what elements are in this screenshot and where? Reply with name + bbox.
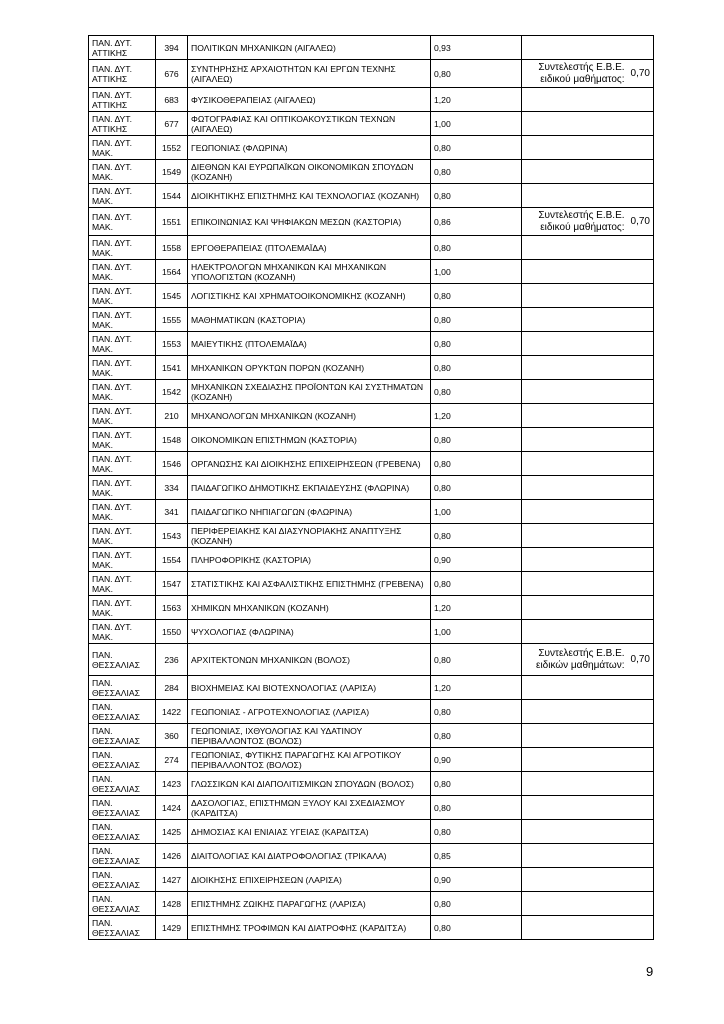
department-code-cell: 1542 [156, 380, 188, 404]
department-name-cell: ΛΟΓΙΣΤΙΚΗΣ ΚΑΙ ΧΡΗΜΑΤΟΟΙΚΟΝΟΜΙΚΗΣ (ΚΟΖΑΝΗ) [188, 284, 431, 308]
note-cell [522, 404, 654, 428]
department-name-cell: ΑΡΧΙΤΕΚΤΟΝΩΝ ΜΗΧΑΝΙΚΩΝ (ΒΟΛΟΣ) [188, 644, 431, 676]
department-code-cell: 1427 [156, 868, 188, 892]
university-cell: ΠΑΝ. ΘΕΣΣΑΛΙΑΣ [89, 772, 156, 796]
department-name-cell: ΜΗΧΑΝΙΚΩΝ ΣΧΕΔΙΑΣΗΣ ΠΡΟΪΟΝΤΩΝ ΚΑΙ ΣΥΣΤΗΜΑΤΩΝ (ΚΟΖΑΝΗ) [188, 380, 431, 404]
department-name-cell: ΣΥΝΤΗΡΗΣΗΣ ΑΡΧΑΙΟΤΗΤΩΝ ΚΑΙ ΕΡΓΩΝ ΤΕΧΝΗΣ (ΑΙΓΑΛΕΩ) [188, 60, 431, 88]
department-name-cell: ΔΗΜΟΣΙΑΣ ΚΑΙ ΕΝΙΑΙΑΣ ΥΓΕΙΑΣ (ΚΑΡΔΙΤΣΑ) [188, 820, 431, 844]
department-code-cell: 683 [156, 88, 188, 112]
coefficient-cell: 0,80 [431, 236, 522, 260]
department-name-cell: ΟΙΚΟΝΟΜΙΚΩΝ ΕΠΙΣΤΗΜΩΝ (ΚΑΣΤΟΡΙΑ) [188, 428, 431, 452]
note-cell [522, 676, 654, 700]
university-cell: ΠΑΝ. ΘΕΣΣΑΛΙΑΣ [89, 676, 156, 700]
coefficient-cell: 0,80 [431, 380, 522, 404]
table-row [89, 60, 654, 88]
table-row [89, 572, 654, 596]
university-cell: ΠΑΝ. ΔΥΤ. ΜΑΚ. [89, 404, 156, 428]
note-cell [522, 524, 654, 548]
table-row [89, 36, 654, 60]
university-cell: ΠΑΝ. ΔΥΤ. ΜΑΚ. [89, 136, 156, 160]
table-row [89, 428, 654, 452]
university-cell: ΠΑΝ. ΔΥΤ. ΜΑΚ. [89, 620, 156, 644]
department-code-cell: 341 [156, 500, 188, 524]
university-cell: ΠΑΝ. ΘΕΣΣΑΛΙΑΣ [89, 748, 156, 772]
note-cell [522, 820, 654, 844]
university-cell: ΠΑΝ. ΔΥΤ. ΜΑΚ. [89, 428, 156, 452]
table-row [89, 380, 654, 404]
note-cell [522, 476, 654, 500]
coefficient-cell: 0,85 [431, 844, 522, 868]
table-row [89, 308, 654, 332]
department-code-cell: 1563 [156, 596, 188, 620]
department-code-cell: 394 [156, 36, 188, 60]
coefficient-cell: 0,80 [431, 524, 522, 548]
table-row [89, 112, 654, 136]
university-cell: ΠΑΝ. ΔΥΤ. ΜΑΚ. [89, 572, 156, 596]
coefficient-cell: 0,80 [431, 332, 522, 356]
coefficient-cell: 0,80 [431, 572, 522, 596]
note-cell [522, 748, 654, 772]
department-code-cell: 677 [156, 112, 188, 136]
table-row [89, 88, 654, 112]
department-code-cell: 334 [156, 476, 188, 500]
coefficient-cell: 0,80 [431, 796, 522, 820]
coefficient-cell: 0,80 [431, 184, 522, 208]
coefficient-cell: 0,93 [431, 36, 522, 60]
table-row [89, 500, 654, 524]
department-name-cell: ΧΗΜΙΚΩΝ ΜΗΧΑΝΙΚΩΝ (ΚΟΖΑΝΗ) [188, 596, 431, 620]
note-cell [522, 724, 654, 748]
table-row [89, 892, 654, 916]
department-code-cell: 1555 [156, 308, 188, 332]
note-cell [522, 112, 654, 136]
department-name-cell: ΦΥΣΙΚΟΘΕΡΑΠΕΙΑΣ (ΑΙΓΑΛΕΩ) [188, 88, 431, 112]
coefficient-cell: 0,80 [431, 476, 522, 500]
coefficient-cell: 0,80 [431, 284, 522, 308]
coefficient-cell: 1,20 [431, 596, 522, 620]
department-name-cell: ΓΕΩΠΟΝΙΑΣ - ΑΓΡΟΤΕΧΝΟΛΟΓΙΑΣ (ΛΑΡΙΣΑ) [188, 700, 431, 724]
coefficient-cell: 1,00 [431, 112, 522, 136]
coefficient-cell: 0,80 [431, 452, 522, 476]
coefficient-cell: 0,90 [431, 868, 522, 892]
department-name-cell: ΟΡΓΑΝΩΣΗΣ ΚΑΙ ΔΙΟΙΚΗΣΗΣ ΕΠΙΧΕΙΡΗΣΕΩΝ (ΓΡΕΒΕΝΑ) [188, 452, 431, 476]
special-subject-coefficient-label: Συντελεστής Ε.Β.Ε. ειδικού μαθήματος: [538, 209, 625, 233]
coefficient-cell: 0,80 [431, 60, 522, 88]
coefficient-cell: 0,80 [431, 308, 522, 332]
department-name-cell: ΜΑΙΕΥΤΙΚΗΣ (ΠΤΟΛΕΜΑΪΔΑ) [188, 332, 431, 356]
note-cell [522, 844, 654, 868]
note-cell [522, 208, 654, 236]
department-name-cell: ΜΗΧΑΝΙΚΩΝ ΟΡΥΚΤΩΝ ΠΟΡΩΝ (ΚΟΖΑΝΗ) [188, 356, 431, 380]
department-name-cell: ΔΙΟΙΚΗΣΗΣ ΕΠΙΧΕΙΡΗΣΕΩΝ (ΛΑΡΙΣΑ) [188, 868, 431, 892]
note-cell [522, 596, 654, 620]
department-name-cell: ΔΙΟΙΚΗΤΙΚΗΣ ΕΠΙΣΤΗΜΗΣ ΚΑΙ ΤΕΧΝΟΛΟΓΙΑΣ (ΚΟΖΑΝΗ) [188, 184, 431, 208]
department-name-cell: ΠΟΛΙΤΙΚΩΝ ΜΗΧΑΝΙΚΩΝ (ΑΙΓΑΛΕΩ) [188, 36, 431, 60]
table-row [89, 620, 654, 644]
department-code-cell: 1564 [156, 260, 188, 284]
table-row [89, 136, 654, 160]
department-name-cell: ΓΕΩΠΟΝΙΑΣ, ΦΥΤΙΚΗΣ ΠΑΡΑΓΩΓΗΣ ΚΑΙ ΑΓΡΟΤΙΚΟΥ ΠΕΡΙΒΑΛΛΟΝΤΟΣ (ΒΟΛΟΣ) [188, 748, 431, 772]
department-name-cell: ΔΙΑΙΤΟΛΟΓΙΑΣ ΚΑΙ ΔΙΑΤΡΟΦΟΛΟΓΙΑΣ (ΤΡΙΚΑΛΑ) [188, 844, 431, 868]
coefficient-cell: 0,80 [431, 428, 522, 452]
note-cell [522, 332, 654, 356]
table-row [89, 868, 654, 892]
note-cell [522, 428, 654, 452]
department-name-cell: ΕΡΓΟΘΕΡΑΠΕΙΑΣ (ΠΤΟΛΕΜΑΪΔΑ) [188, 236, 431, 260]
department-code-cell: 236 [156, 644, 188, 676]
university-cell: ΠΑΝ. ΔΥΤ. ΜΑΚ. [89, 548, 156, 572]
university-cell: ΠΑΝ. ΘΕΣΣΑΛΙΑΣ [89, 644, 156, 676]
department-name-cell: ΜΗΧΑΝΟΛΟΓΩΝ ΜΗΧΑΝΙΚΩΝ (ΚΟΖΑΝΗ) [188, 404, 431, 428]
university-cell: ΠΑΝ. ΔΥΤ. ΜΑΚ. [89, 524, 156, 548]
department-code-cell: 1426 [156, 844, 188, 868]
coefficient-cell: 1,20 [431, 404, 522, 428]
university-cell: ΠΑΝ. ΔΥΤ. ΑΤΤΙΚΗΣ [89, 112, 156, 136]
special-subject-coefficient-label: Συντελεστής Ε.Β.Ε. ειδικού μαθήματος: [538, 61, 625, 85]
table-row [89, 644, 654, 676]
department-name-cell: ΗΛΕΚΤΡΟΛΟΓΩΝ ΜΗΧΑΝΙΚΩΝ ΚΑΙ ΜΗΧΑΝΙΚΩΝ ΥΠΟΛΟΓΙΣΤΩΝ (ΚΟΖΑΝΗ) [188, 260, 431, 284]
department-code-cell: 274 [156, 748, 188, 772]
department-code-cell: 1546 [156, 452, 188, 476]
table-row [89, 548, 654, 572]
department-code-cell: 1549 [156, 160, 188, 184]
department-code-cell: 1550 [156, 620, 188, 644]
table-row [89, 676, 654, 700]
department-code-cell: 1544 [156, 184, 188, 208]
table-row [89, 844, 654, 868]
coefficient-cell: 0,90 [431, 748, 522, 772]
university-cell: ΠΑΝ. ΘΕΣΣΑΛΙΑΣ [89, 724, 156, 748]
department-code-cell: 1422 [156, 700, 188, 724]
coefficient-cell: 0,90 [431, 548, 522, 572]
university-cell: ΠΑΝ. ΔΥΤ. ΜΑΚ. [89, 500, 156, 524]
department-name-cell: ΓΕΩΠΟΝΙΑΣ (ΦΛΩΡΙΝΑ) [188, 136, 431, 160]
note-cell [522, 184, 654, 208]
table-row [89, 184, 654, 208]
table-row [89, 476, 654, 500]
department-name-cell: ΦΩΤΟΓΡΑΦΙΑΣ ΚΑΙ ΟΠΤΙΚΟΑΚΟΥΣΤΙΚΩΝ ΤΕΧΝΩΝ (ΑΙΓΑΛΕΩ) [188, 112, 431, 136]
department-code-cell: 1552 [156, 136, 188, 160]
note-cell [522, 500, 654, 524]
department-name-cell: ΕΠΙΣΤΗΜΗΣ ΖΩΙΚΗΣ ΠΑΡΑΓΩΓΗΣ (ΛΑΡΙΣΑ) [188, 892, 431, 916]
department-name-cell: ΔΙΕΘΝΩΝ ΚΑΙ ΕΥΡΩΠΑΪΚΩΝ ΟΙΚΟΝΟΜΙΚΩΝ ΣΠΟΥΔΩΝ (ΚΟΖΑΝΗ) [188, 160, 431, 184]
table-row [89, 820, 654, 844]
department-name-cell: ΠΛΗΡΟΦΟΡΙΚΗΣ (ΚΑΣΤΟΡΙΑ) [188, 548, 431, 572]
note-cell [522, 772, 654, 796]
university-cell: ΠΑΝ. ΔΥΤ. ΜΑΚ. [89, 208, 156, 236]
university-cell: ΠΑΝ. ΔΥΤ. ΜΑΚ. [89, 236, 156, 260]
table-row [89, 452, 654, 476]
university-cell: ΠΑΝ. ΘΕΣΣΑΛΙΑΣ [89, 868, 156, 892]
coefficient-cell: 0,80 [431, 724, 522, 748]
table-row [89, 748, 654, 772]
university-cell: ΠΑΝ. ΔΥΤ. ΜΑΚ. [89, 452, 156, 476]
university-cell: ΠΑΝ. ΔΥΤ. ΑΤΤΙΚΗΣ [89, 60, 156, 88]
coefficient-cell: 0,80 [431, 892, 522, 916]
university-cell: ΠΑΝ. ΔΥΤ. ΜΑΚ. [89, 260, 156, 284]
department-code-cell: 1423 [156, 772, 188, 796]
coefficient-cell: 0,80 [431, 160, 522, 184]
department-name-cell: ΔΑΣΟΛΟΓΙΑΣ, ΕΠΙΣΤΗΜΩΝ ΞΥΛΟΥ ΚΑΙ ΣΧΕΔΙΑΣΜΟΥ (ΚΑΡΔΙΤΣΑ) [188, 796, 431, 820]
university-cell: ΠΑΝ. ΘΕΣΣΑΛΙΑΣ [89, 916, 156, 940]
coefficient-cell: 1,00 [431, 500, 522, 524]
table-row [89, 160, 654, 184]
university-cell: ΠΑΝ. ΔΥΤ. ΜΑΚ. [89, 356, 156, 380]
coefficient-cell: 0,80 [431, 820, 522, 844]
table-row [89, 236, 654, 260]
university-cell: ΠΑΝ. ΔΥΤ. ΜΑΚ. [89, 160, 156, 184]
department-code-cell: 1551 [156, 208, 188, 236]
table-row [89, 700, 654, 724]
coefficient-cell: 0,80 [431, 772, 522, 796]
department-code-cell: 1558 [156, 236, 188, 260]
note-cell [522, 796, 654, 820]
department-code-cell: 1425 [156, 820, 188, 844]
note-cell [522, 160, 654, 184]
university-cell: ΠΑΝ. ΔΥΤ. ΜΑΚ. [89, 308, 156, 332]
note-cell [522, 88, 654, 112]
note-cell [522, 916, 654, 940]
department-code-cell: 284 [156, 676, 188, 700]
university-cell: ΠΑΝ. ΔΥΤ. ΜΑΚ. [89, 284, 156, 308]
department-code-cell: 1548 [156, 428, 188, 452]
special-subject-coefficient-label: Συντελεστής Ε.Β.Ε. ειδικών μαθημάτων: [535, 647, 625, 671]
department-name-cell: ΠΑΙΔΑΓΩΓΙΚΟ ΔΗΜΟΤΙΚΗΣ ΕΚΠΑΙΔΕΥΣΗΣ (ΦΛΩΡΙΝΑ) [188, 476, 431, 500]
note-cell [522, 644, 654, 676]
university-cell: ΠΑΝ. ΔΥΤ. ΜΑΚ. [89, 332, 156, 356]
university-cell: ΠΑΝ. ΔΥΤ. ΑΤΤΙΚΗΣ [89, 88, 156, 112]
note-cell [522, 308, 654, 332]
table-row [89, 524, 654, 548]
note-cell [522, 260, 654, 284]
coefficient-cell: 0,80 [431, 700, 522, 724]
university-cell: ΠΑΝ. ΔΥΤ. ΜΑΚ. [89, 476, 156, 500]
coefficient-cell: 0,80 [431, 916, 522, 940]
coefficient-cell: 0,86 [431, 208, 522, 236]
university-cell: ΠΑΝ. ΔΥΤ. ΜΑΚ. [89, 596, 156, 620]
department-name-cell: ΓΕΩΠΟΝΙΑΣ, ΙΧΘΥΟΛΟΓΙΑΣ ΚΑΙ ΥΔΑΤΙΝΟΥ ΠΕΡΙΒΑΛΛΟΝΤΟΣ (ΒΟΛΟΣ) [188, 724, 431, 748]
coefficient-cell: 1,20 [431, 88, 522, 112]
department-code-cell: 676 [156, 60, 188, 88]
coefficients-table [88, 35, 654, 940]
coefficient-cell: 1,00 [431, 620, 522, 644]
department-code-cell: 1424 [156, 796, 188, 820]
note-cell [522, 136, 654, 160]
department-name-cell: ΜΑΘΗΜΑΤΙΚΩΝ (ΚΑΣΤΟΡΙΑ) [188, 308, 431, 332]
note-cell [522, 892, 654, 916]
university-cell: ΠΑΝ. ΘΕΣΣΑΛΙΑΣ [89, 820, 156, 844]
department-name-cell: ΕΠΙΚΟΙΝΩΝΙΑΣ ΚΑΙ ΨΗΦΙΑΚΩΝ ΜΕΣΩΝ (ΚΑΣΤΟΡΙΑ) [188, 208, 431, 236]
page-number: 9 [646, 964, 654, 979]
department-name-cell: ΕΠΙΣΤΗΜΗΣ ΤΡΟΦΙΜΩΝ ΚΑΙ ΔΙΑΤΡΟΦΗΣ (ΚΑΡΔΙΤΣΑ) [188, 916, 431, 940]
note-cell [522, 868, 654, 892]
department-code-cell: 1545 [156, 284, 188, 308]
table-row [89, 772, 654, 796]
note-cell [522, 620, 654, 644]
special-subject-coefficient-value: 0,70 [630, 653, 650, 665]
special-subject-coefficient-value: 0,70 [630, 215, 650, 227]
department-code-cell: 1553 [156, 332, 188, 356]
department-code-cell: 1429 [156, 916, 188, 940]
university-cell: ΠΑΝ. ΘΕΣΣΑΛΙΑΣ [89, 700, 156, 724]
department-name-cell: ΠΕΡΙΦΕΡΕΙΑΚΗΣ ΚΑΙ ΔΙΑΣΥΝΟΡΙΑΚΗΣ ΑΝΑΠΤΥΞΗΣ (ΚΟΖΑΝΗ) [188, 524, 431, 548]
note-cell [522, 60, 654, 88]
university-cell: ΠΑΝ. ΘΕΣΣΑΛΙΑΣ [89, 892, 156, 916]
university-cell: ΠΑΝ. ΘΕΣΣΑΛΙΑΣ [89, 796, 156, 820]
table-row [89, 796, 654, 820]
table-row [89, 284, 654, 308]
note-cell [522, 284, 654, 308]
table-row [89, 916, 654, 940]
note-cell [522, 236, 654, 260]
coefficient-cell: 1,20 [431, 676, 522, 700]
table-row [89, 596, 654, 620]
note-cell [522, 380, 654, 404]
department-name-cell: ΓΛΩΣΣΙΚΩΝ ΚΑΙ ΔΙΑΠΟΛΙΤΙΣΜΙΚΩΝ ΣΠΟΥΔΩΝ (ΒΟΛΟΣ) [188, 772, 431, 796]
department-code-cell: 1428 [156, 892, 188, 916]
department-code-cell: 1554 [156, 548, 188, 572]
university-cell: ΠΑΝ. ΘΕΣΣΑΛΙΑΣ [89, 844, 156, 868]
note-cell [522, 36, 654, 60]
note-cell [522, 572, 654, 596]
table-body [89, 36, 654, 940]
coefficient-cell: 0,80 [431, 644, 522, 676]
note-cell [522, 700, 654, 724]
table-row [89, 332, 654, 356]
department-code-cell: 360 [156, 724, 188, 748]
note-cell [522, 452, 654, 476]
department-code-cell: 1543 [156, 524, 188, 548]
department-name-cell: ΠΑΙΔΑΓΩΓΙΚΟ ΝΗΠΙΑΓΩΓΩΝ (ΦΛΩΡΙΝΑ) [188, 500, 431, 524]
department-name-cell: ΒΙΟΧΗΜΕΙΑΣ ΚΑΙ ΒΙΟΤΕΧΝΟΛΟΓΙΑΣ (ΛΑΡΙΣΑ) [188, 676, 431, 700]
coefficient-cell: 0,80 [431, 136, 522, 160]
coefficient-cell: 0,80 [431, 356, 522, 380]
department-name-cell: ΨΥΧΟΛΟΓΙΑΣ (ΦΛΩΡΙΝΑ) [188, 620, 431, 644]
note-cell [522, 548, 654, 572]
table-row [89, 208, 654, 236]
coefficient-cell: 1,00 [431, 260, 522, 284]
special-subject-coefficient-value: 0,70 [630, 67, 650, 79]
university-cell: ΠΑΝ. ΔΥΤ. ΜΑΚ. [89, 380, 156, 404]
department-code-cell: 1541 [156, 356, 188, 380]
note-cell [522, 356, 654, 380]
table-row [89, 356, 654, 380]
table-row [89, 260, 654, 284]
university-cell: ΠΑΝ. ΔΥΤ. ΑΤΤΙΚΗΣ [89, 36, 156, 60]
university-cell: ΠΑΝ. ΔΥΤ. ΜΑΚ. [89, 184, 156, 208]
department-code-cell: 1547 [156, 572, 188, 596]
table-row [89, 724, 654, 748]
department-code-cell: 210 [156, 404, 188, 428]
department-name-cell: ΣΤΑΤΙΣΤΙΚΗΣ ΚΑΙ ΑΣΦΑΛΙΣΤΙΚΗΣ ΕΠΙΣΤΗΜΗΣ (ΓΡΕΒΕΝΑ) [188, 572, 431, 596]
table-row [89, 404, 654, 428]
